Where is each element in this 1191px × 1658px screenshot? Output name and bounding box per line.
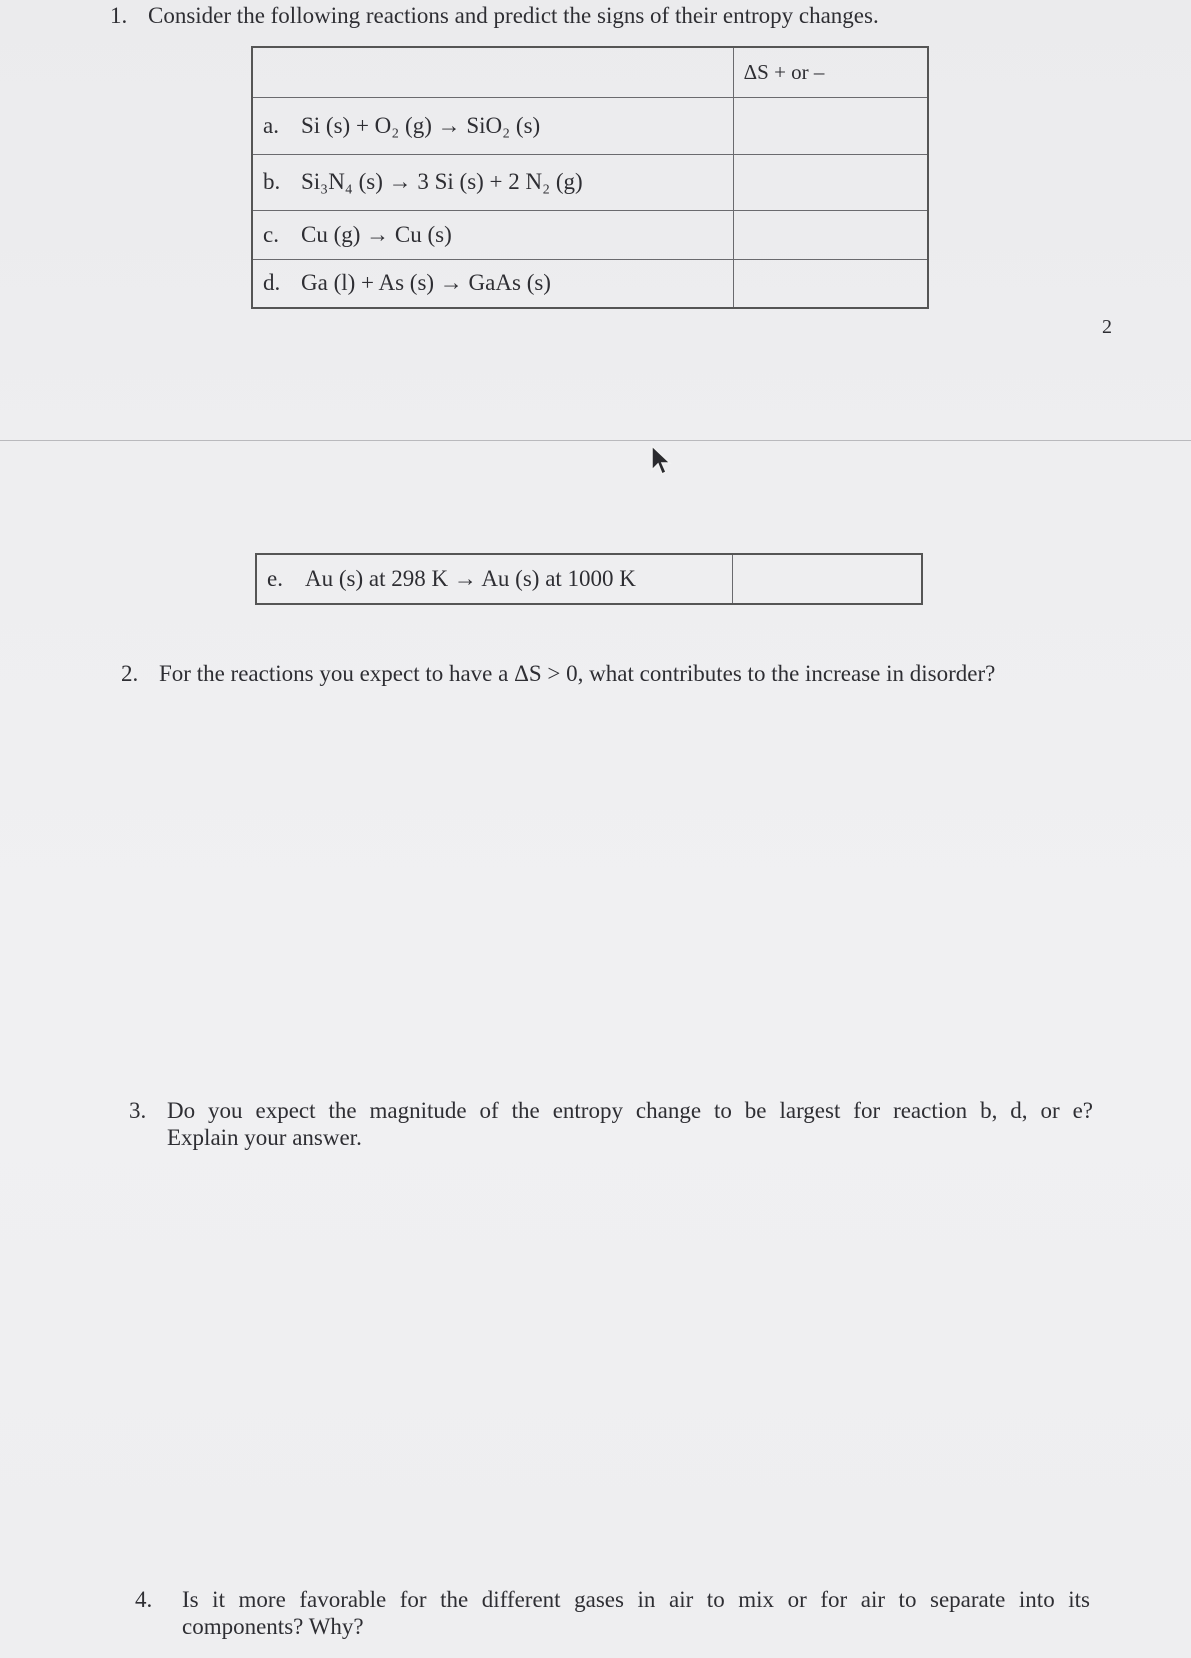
- header-blank-cell: [252, 47, 733, 97]
- question-4: [135, 1586, 1095, 1640]
- question-1: [110, 2, 879, 29]
- question-2-number: 2.: [121, 661, 139, 686]
- answer-cell[interactable]: [733, 210, 928, 259]
- page-number: 2: [1102, 316, 1112, 338]
- question-3: [129, 1097, 1099, 1151]
- answer-cell[interactable]: [733, 97, 928, 154]
- table-row: [252, 97, 928, 154]
- row-label: d.: [263, 270, 281, 296]
- answer-cell[interactable]: [733, 154, 928, 210]
- reaction-text: Ga (l) + As (s) → GaAs (s): [301, 270, 551, 296]
- row-label: c.: [263, 221, 279, 247]
- table-row: [252, 259, 928, 308]
- row-label: a.: [263, 112, 279, 138]
- question-3-number: 3.: [129, 1098, 147, 1123]
- reaction-text: Cu (g) → Cu (s): [301, 221, 452, 247]
- entropy-table: [251, 46, 929, 309]
- question-2-text: For the reactions you expect to have a ΔS > 0, what contributes to the increase in disorder?: [159, 661, 996, 686]
- question-2: [121, 660, 995, 687]
- entropy-table-continued: [255, 553, 923, 605]
- question-3-line-1: Do you expect the magnitude of the entropy change to be largest for reaction b, d, or e?: [167, 1098, 1093, 1123]
- header-delta-s: ΔS + or –: [733, 47, 928, 97]
- question-4-line-2: components? Why?: [182, 1614, 364, 1639]
- answer-cell[interactable]: [733, 554, 923, 604]
- question-4-number: 4.: [135, 1587, 153, 1612]
- question-1-number: 1.: [110, 3, 128, 28]
- table-row: [256, 554, 922, 604]
- row-label: e.: [267, 566, 283, 591]
- table-row: [252, 154, 928, 210]
- reaction-text: Au (s) at 298 K → Au (s) at 1000 K: [305, 566, 636, 591]
- table-header-row: [252, 47, 928, 97]
- question-3-line-2: Explain your answer.: [167, 1125, 362, 1150]
- mouse-cursor-icon: [650, 444, 674, 480]
- answer-cell[interactable]: [733, 259, 928, 308]
- question-4-line-1: Is it more favorable for the different gases in air to mix or for air to separate into its: [182, 1587, 1090, 1612]
- question-1-text: Consider the following reactions and predict the signs of their entropy changes.: [148, 3, 879, 28]
- row-label: b.: [263, 169, 281, 194]
- reaction-text: Si (s) + O₂ (g) → SiO₂ (s): [301, 112, 541, 138]
- page-divider: [0, 440, 1191, 441]
- table-row: [252, 210, 928, 259]
- reaction-text: Si₃N₄ (s) → 3 Si (s) + 2 N₂ (g): [301, 169, 583, 194]
